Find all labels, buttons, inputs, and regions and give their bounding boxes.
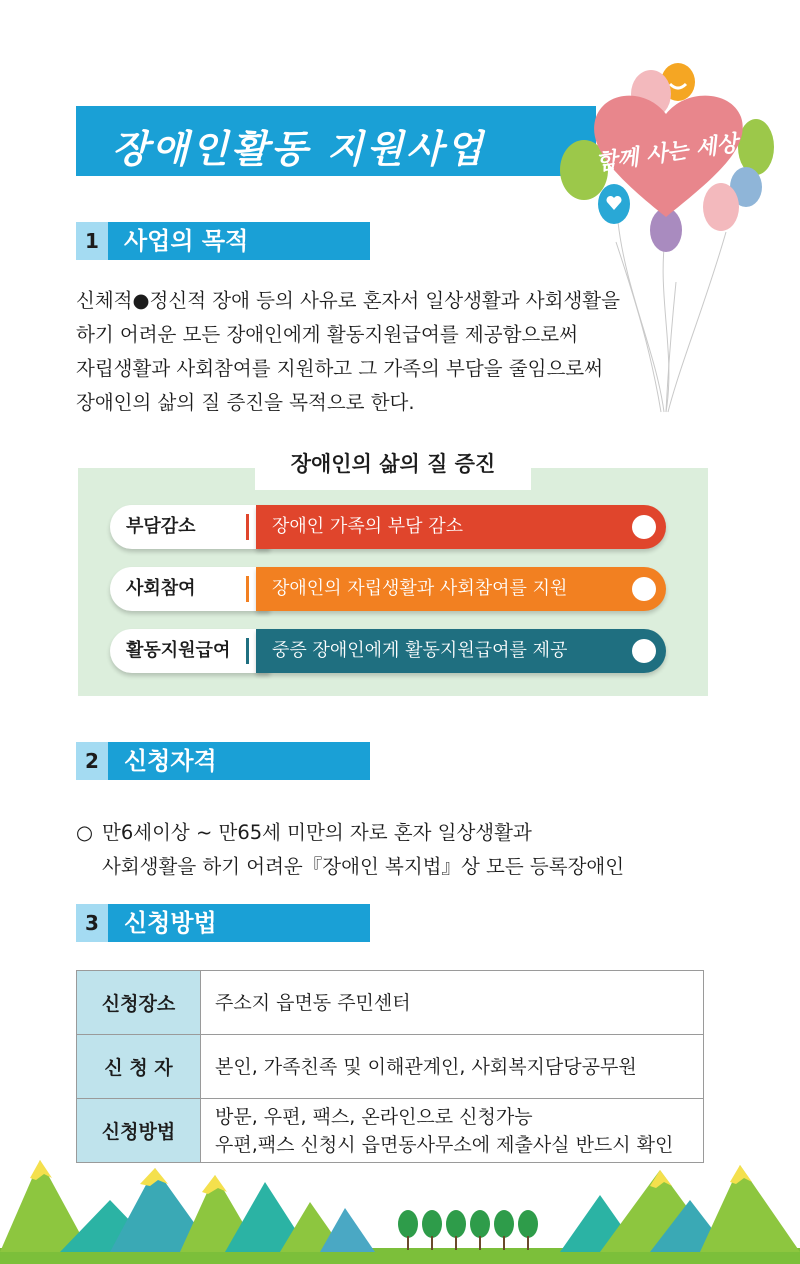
purpose-line: 하기 어려운 모든 장애인에게 활동지원급여를 제공함으로써 — [76, 323, 578, 346]
qualification-text — [76, 816, 624, 884]
qualification-line: 사회생활을 하기 어려운『장애인 복지법』상 모든 등록장애인 — [102, 855, 625, 878]
qualification-line: 만6세이상 ~ 만65세 미만의 자로 혼자 일상생활과 — [102, 821, 532, 844]
goal-divider — [246, 576, 249, 602]
goal-desc-bar — [256, 567, 666, 611]
goal-desc-bar — [256, 629, 666, 673]
section-1-label: 사업의 목적 — [124, 227, 249, 255]
goal-key: 사회참여 — [126, 578, 196, 599]
goal-divider — [246, 638, 249, 664]
goal-row-benefit — [110, 629, 666, 673]
bullet-icon: ○ — [76, 821, 94, 844]
section-3-header — [76, 904, 370, 942]
purpose-paragraph — [76, 284, 736, 420]
table-value-line: 방문, 우편, 팩스, 온라인으로 신청가능 — [215, 1105, 533, 1128]
application-method-table — [76, 970, 704, 1163]
table-key-cell: 신 청 자 — [77, 1035, 201, 1099]
table-value-line: 우편,팩스 신청시 읍면동사무소에 제출사실 반드시 확인 — [215, 1133, 674, 1156]
quality-of-life-title: 장애인의 삶의 질 증진 — [290, 452, 496, 476]
goal-key: 부담감소 — [126, 516, 196, 537]
table-value-line: 주소지 읍면동 주민센터 — [215, 991, 411, 1014]
table-value-cell — [201, 971, 704, 1035]
circle-icon — [632, 577, 656, 601]
purpose-line: 장애인의 삶의 질 증진을 목적으로 한다. — [76, 391, 415, 414]
purpose-line: 신체적●정신적 장애 등의 사유로 혼자서 일상생활과 사회생활을 — [76, 289, 620, 312]
page-title: 장애인활동 지원사업 — [112, 126, 486, 171]
table-key-cell: 신청장소 — [77, 971, 201, 1035]
purpose-line: 자립생활과 사회참여를 지원하고 그 가족의 부담을 줄임으로써 — [76, 357, 603, 380]
goal-divider — [246, 514, 249, 540]
table-row — [77, 971, 704, 1035]
goal-row-participation — [110, 567, 666, 611]
section-3-label: 신청방법 — [124, 909, 217, 937]
goal-row-burden — [110, 505, 666, 549]
goal-key: 활동지원급여 — [126, 640, 231, 661]
section-3-number: 3 — [76, 904, 108, 942]
section-2-header — [76, 742, 370, 780]
mountains-illustration — [0, 1140, 800, 1264]
goal-desc: 장애인 가족의 부담 감소 — [272, 516, 464, 537]
goal-desc-bar — [256, 505, 666, 549]
title-banner — [76, 106, 596, 176]
goal-desc: 중증 장애인에게 활동지원급여를 제공 — [272, 640, 568, 661]
circle-icon — [632, 515, 656, 539]
section-2-label: 신청자격 — [124, 747, 217, 775]
section-2-number: 2 — [76, 742, 108, 780]
balloon-text: 함께 사는 세상 — [594, 130, 740, 176]
table-value-cell — [201, 1035, 704, 1099]
section-1-header — [76, 222, 370, 260]
table-key-cell: 신청방법 — [77, 1099, 201, 1163]
table-row — [77, 1035, 704, 1099]
section-1-number: 1 — [76, 222, 108, 260]
goal-desc: 장애인의 자립생활과 사회참여를 지원 — [272, 578, 568, 599]
circle-icon — [632, 639, 656, 663]
table-value-line: 본인, 가족친족 및 이해관계인, 사회복지담당공무원 — [215, 1055, 637, 1078]
